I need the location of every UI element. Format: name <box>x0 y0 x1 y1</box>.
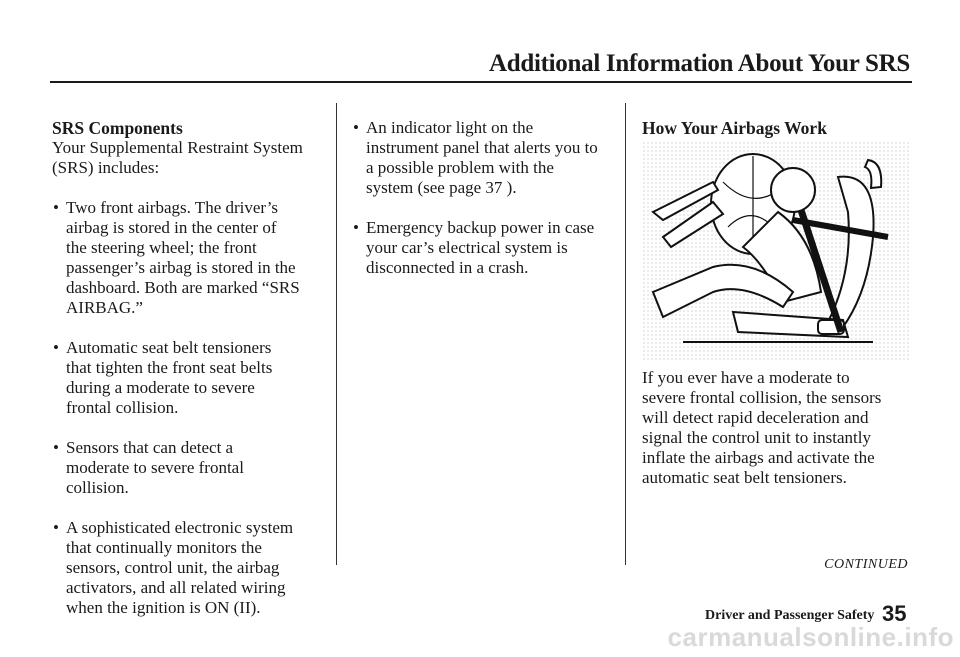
list-item <box>52 438 327 498</box>
list-item-line: passenger’s airbag is stored in the <box>66 258 296 277</box>
intro-line: (SRS) includes: <box>52 158 160 177</box>
list-item-line: Automatic seat belt tensioners <box>66 338 272 357</box>
bullet-icon: • <box>53 438 59 457</box>
list-item-line: activators, and all related wiring <box>66 578 286 597</box>
paragraph-line: severe frontal collision, the sensors <box>642 388 882 407</box>
watermark-text: carmanualsonline.info <box>667 622 954 652</box>
how-airbags-work-paragraph <box>642 368 912 488</box>
list-item-line: a possible problem with the <box>366 158 554 177</box>
intro-line: Your Supplemental Restraint System <box>52 138 303 157</box>
paragraph-line: inflate the airbags and activate the <box>642 448 875 467</box>
section-heading-how-airbags-work: How Your Airbags Work <box>642 118 827 138</box>
list-item <box>52 198 327 318</box>
list-item <box>52 338 327 418</box>
column-srs-components <box>52 118 327 618</box>
column-divider <box>625 103 626 565</box>
list-item-line: your car’s electrical system is <box>366 238 568 257</box>
paragraph-line: automatic seat belt tensioners. <box>642 468 847 487</box>
column-srs-components-continued <box>352 118 622 278</box>
list-item-line: Emergency backup power in case <box>366 218 595 237</box>
list-item <box>352 118 622 198</box>
paragraph-line: signal the control unit to instantly <box>642 428 872 447</box>
list-item-line: dashboard. Both are marked “SRS <box>66 278 300 297</box>
list-item-line: disconnected in a crash. <box>366 258 529 277</box>
list-item-line: Two front airbags. The driver’s <box>66 198 279 217</box>
airbag-illustration <box>643 142 911 360</box>
bullet-icon: • <box>53 198 59 217</box>
list-item <box>352 218 622 278</box>
list-item-line: Sensors that can detect a <box>66 438 234 457</box>
list-item-line: airbag is stored in the center of <box>66 218 277 237</box>
list-item-line: the steering wheel; the front <box>66 238 257 257</box>
list-item-line: that continually monitors the <box>66 538 262 557</box>
list-item-line: A sophisticated electronic system <box>66 518 294 537</box>
bullet-icon: • <box>53 338 59 357</box>
list-item-line: system (see page 37 ). <box>366 178 517 197</box>
occupant-head <box>771 168 815 212</box>
list-item-line: An indicator light on the <box>366 118 534 137</box>
list-item-line: during a moderate to severe <box>66 378 255 397</box>
page-header-title: Additional Information About Your SRS <box>489 50 910 77</box>
list-item-line: collision. <box>66 478 129 497</box>
section-heading-srs-components: SRS Components <box>52 118 183 138</box>
list-item-line: instrument panel that alerts you to <box>366 138 598 157</box>
list-item <box>52 518 327 618</box>
bullet-icon: • <box>353 218 359 237</box>
paragraph-line: If you ever have a moderate to <box>642 368 850 387</box>
list-item-line: sensors, control unit, the airbag <box>66 558 280 577</box>
continued-label: CONTINUED <box>824 557 908 572</box>
list-item-line: AIRBAG.” <box>66 298 143 317</box>
column-divider <box>336 103 337 565</box>
column-how-airbags-work <box>642 118 917 138</box>
list-item-line: moderate to severe frontal <box>66 458 244 477</box>
footer-section-title: Driver and Passenger Safety <box>705 608 875 623</box>
header-rule <box>50 81 912 83</box>
list-item-line: frontal collision. <box>66 398 179 417</box>
bullet-icon: • <box>353 118 359 137</box>
paragraph-line: will detect rapid deceleration and <box>642 408 869 427</box>
list-item-line: that tighten the front seat belts <box>66 358 273 377</box>
bullet-icon: • <box>53 518 59 537</box>
page-number: 35 <box>882 601 907 626</box>
list-item-line: when the ignition is ON (II). <box>66 598 261 617</box>
